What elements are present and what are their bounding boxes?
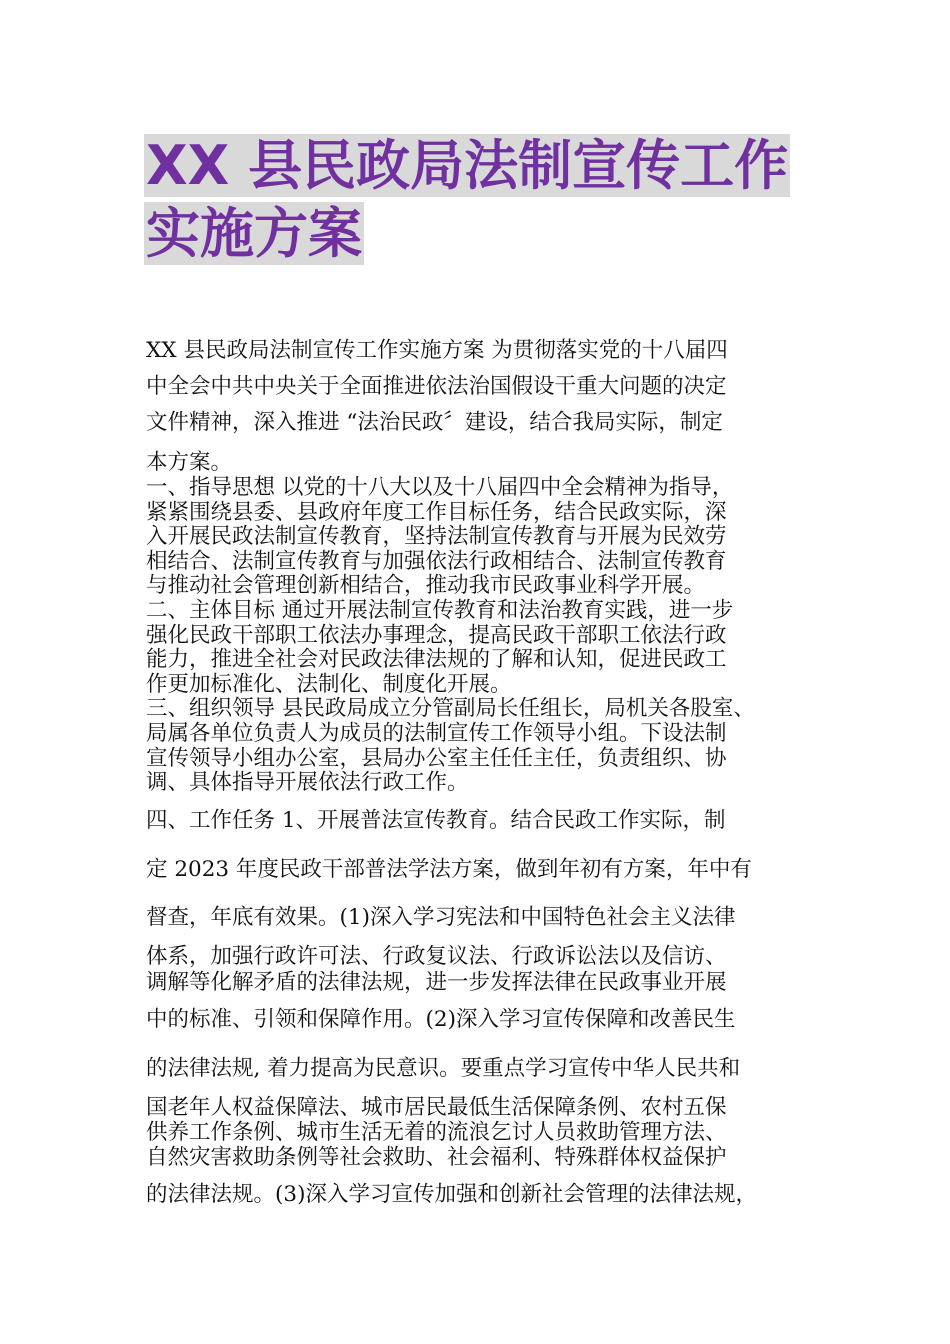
body-line-6: 紧紧围绕县委、县政府年度工作目标任务，结合民政实际，深 [146, 500, 727, 525]
body-line-28: 的法律法规。(3)深入学习宣传加强和创新社会管理的法律法规， [146, 1182, 757, 1207]
body-line-12: 能力，推进全社会对民政法律法规的了解和认知，促进民政工 [146, 647, 727, 672]
body-line-26: 供养工作条例、城市生活无着的流浪乞讨人员救助管理方法、 [146, 1120, 727, 1145]
body-line-2: 中全会中共中央关于全面推进依法治国假设干重大问题的决定 [146, 374, 727, 399]
body-line-24: 的法律法规, 着力提高为民意识。要重点学习宣传中华人民共和 [146, 1056, 741, 1081]
title-line-2: 实施方案 [146, 202, 362, 265]
body-line-22: 调解等化解矛盾的法律法规，进一步发挥法律在民政事业开展 [146, 970, 727, 995]
body-line-16: 宣传领导小组办公室，县局办公室主任任主任，负责组织、协 [146, 746, 727, 771]
body-line-20: 督查，年底有效果。(1)深入学习宪法和中国特色社会主义法律 [146, 905, 736, 930]
body-line-25: 国老年人权益保障法、城市居民最低生活保障条例、农村五保 [146, 1095, 727, 1120]
body-line-21: 体系，加强行政许可法、行政复议法、行政诉讼法以及信访、 [146, 944, 727, 969]
body-line-17: 调、具体指导开展依法行政工作。 [146, 770, 469, 795]
body-line-27: 自然灾害救助条例等社会救助、社会福利、特殊群体权益保护 [146, 1145, 727, 1170]
body-line-14: 三、组织领导 县民政局成立分管副局长任组长，局机关各股室、 [146, 696, 755, 721]
body-line-7: 入开展民政法制宣传教育，坚持法制宣传教育与开展为民效劳 [146, 524, 727, 549]
body-line-15: 局属各单位负责人为成员的法制宣传工作领导小组。下设法制 [146, 721, 727, 746]
body-line-4: 本方案。 [146, 450, 233, 475]
body-line-3: 文件精神，深入推进 “法治民政〞建设，结合我局实际，制定 [146, 410, 723, 435]
document-title [144, 132, 824, 268]
body-line-10: 二、主体目标 通过开展法制宣传教育和法治教育实践，进一步 [146, 598, 734, 623]
body-line-13: 作更加标准化、法制化、制度化开展。 [146, 672, 512, 697]
title-line-1: XX 县民政局法制宣传工作 [146, 134, 789, 197]
body-line-18: 四、工作任务 1、开展普法宣传教育。结合民政工作实际，制 [146, 808, 726, 833]
body-line-1: XX 县民政局法制宣传工作实施方案 为贯彻落实党的十八届四 [146, 338, 728, 363]
body-line-5: 一、指导思想 以党的十八大以及十八届四中全会精神为指导， [146, 475, 734, 500]
body-line-23: 中的标准、引领和保障作用。(2)深入学习宣传保障和改善民生 [146, 1007, 736, 1032]
body-line-8: 相结合、法制宣传教育与加强依法行政相结合、法制宣传教育 [146, 549, 727, 574]
body-line-11: 强化民政干部职工依法办事理念，提高民政干部职工依法行政 [146, 623, 727, 648]
body-line-19: 定 2023 年度民政干部普法学法方案，做到年初有方案，年中有 [146, 857, 752, 882]
body-line-9: 与推动社会管理创新相结合，推动我市民政事业科学开展。 [146, 573, 706, 598]
